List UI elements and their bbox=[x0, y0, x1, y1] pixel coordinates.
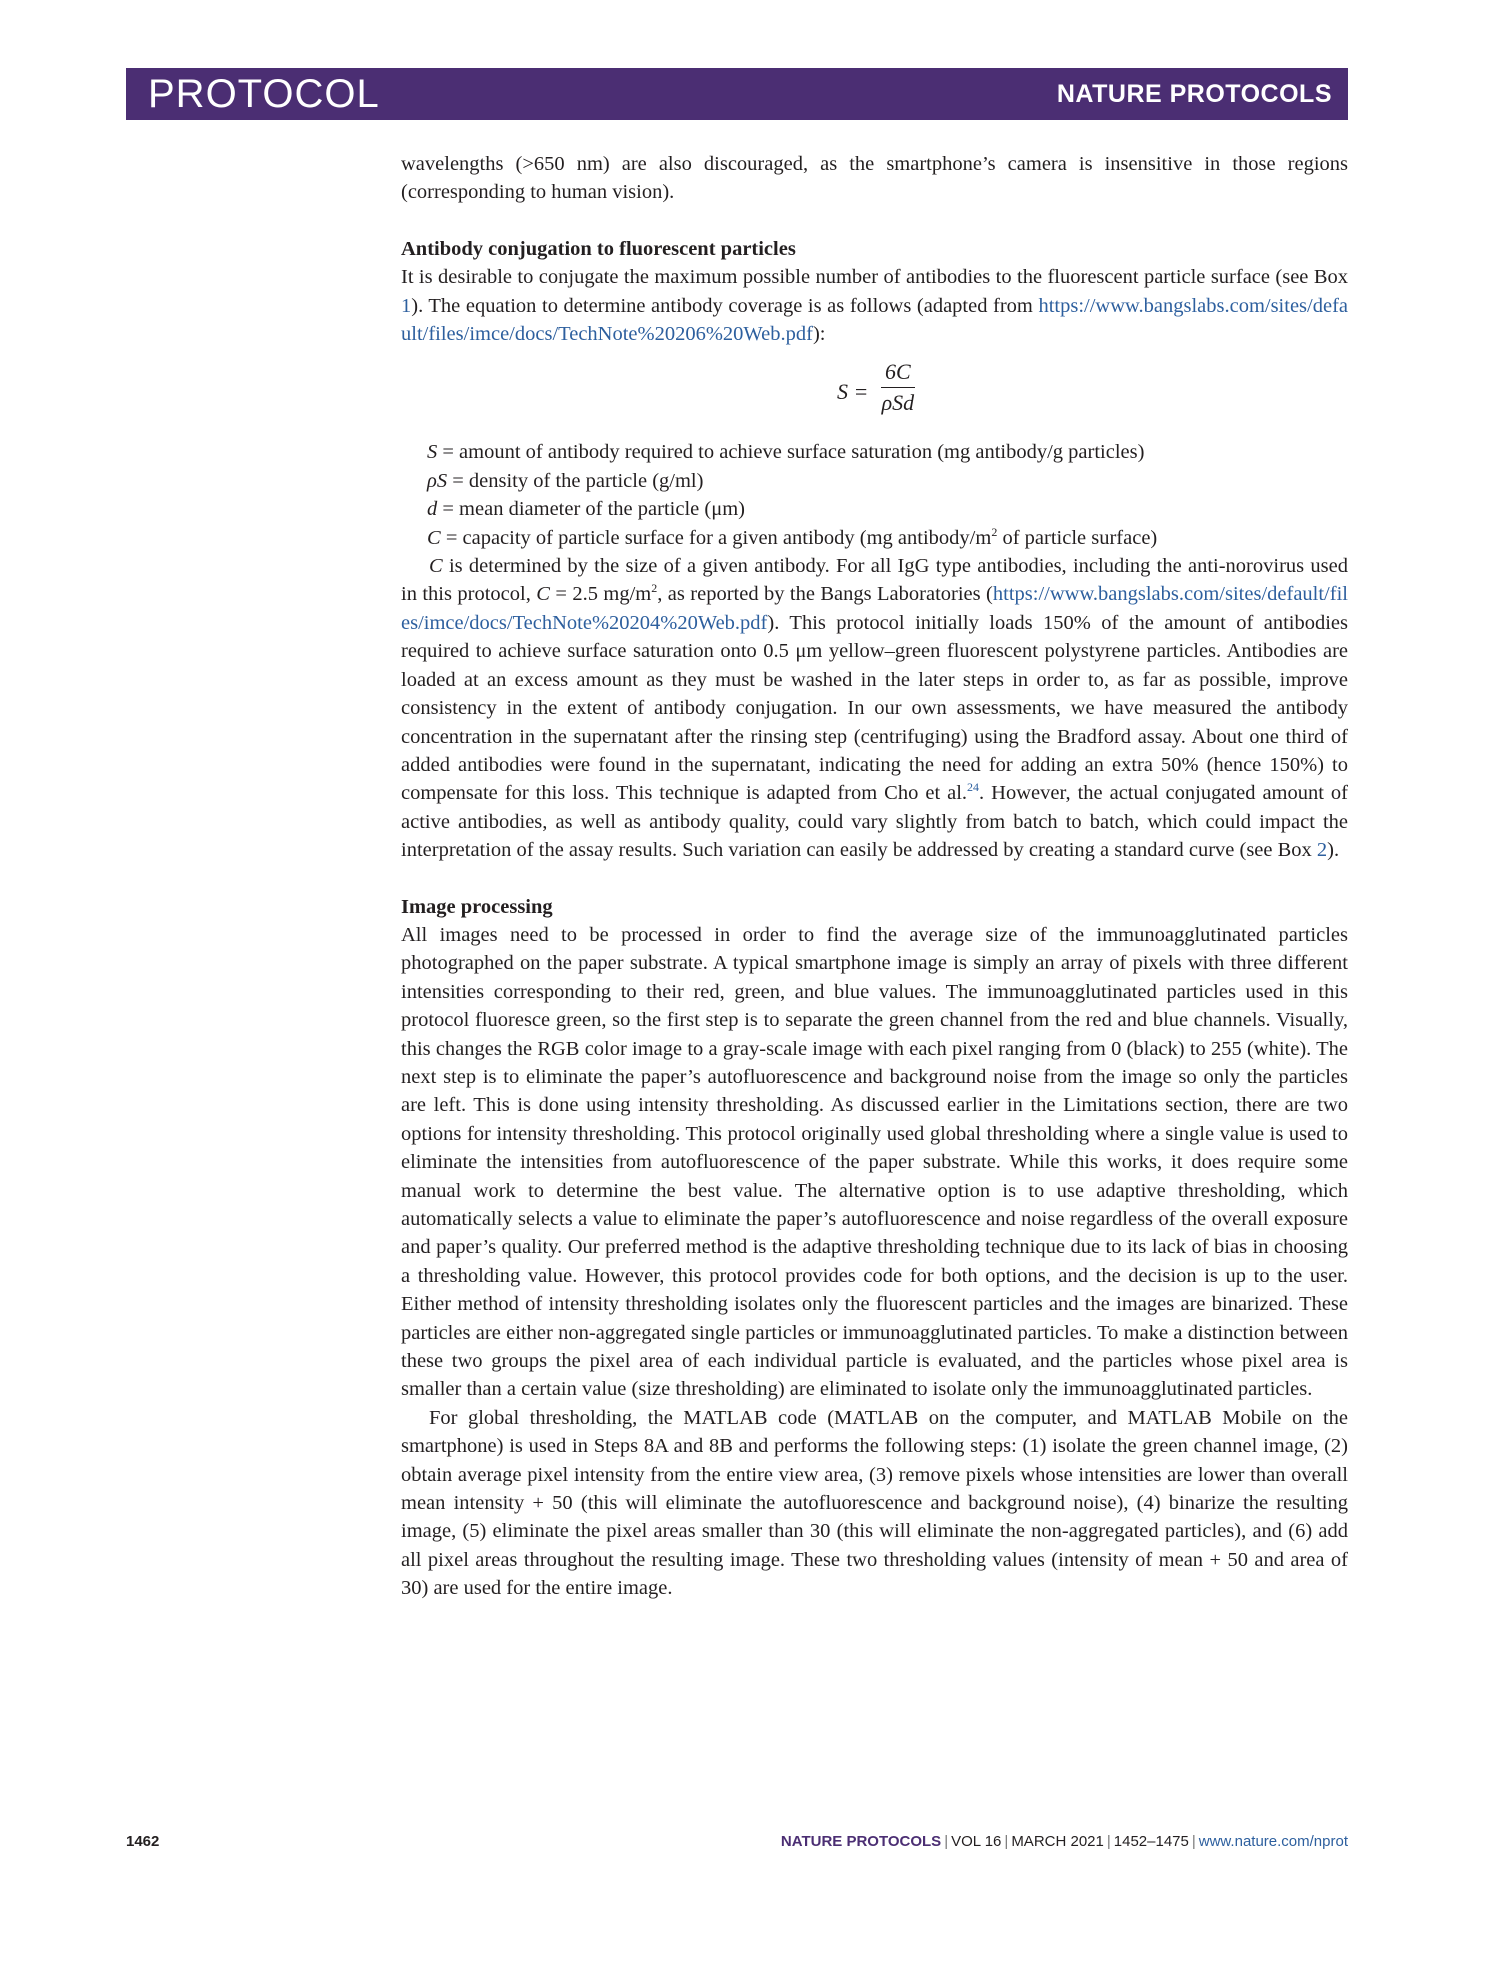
equation-denominator: ρSd bbox=[881, 390, 915, 416]
equation-lhs: S = bbox=[837, 379, 869, 405]
page-footer bbox=[126, 1833, 1348, 1857]
reference-24-link[interactable]: 24 bbox=[967, 780, 980, 795]
section-heading-image-processing: Image processing bbox=[401, 895, 553, 918]
box-1-link[interactable]: 1 bbox=[401, 294, 412, 317]
equation-fraction bbox=[881, 357, 915, 418]
footer-volume: VOL 16 bbox=[951, 1833, 1002, 1850]
footer-date: MARCH 2021 bbox=[1011, 1833, 1104, 1850]
antibody-paragraph-2: C is determined by the size of a given antibody. For all IgG type antibodies, including the anti-norovirus used in this protocol, C = 2.5 $mg/m^2$, as reported by the Bangs Laboratories (https://www.bangslabs.com/sites/default/files/imce/docs/TechNote%20204%20Web.pdf). This protocol initially loads 150% of the amount of antibodies required to achieve surface saturation onto 0.5 μm yellow–green fluorescent polystyrene particles. Antibodies are loaded at an excess amount as they must be washed in the later steps in order to, as far as possible, improve consistency in the extent of antibody conjugation. In our own assessments, we have measured the antibody concentration in the supernatant after the rinsing step (centrifuging) using the Bradford assay. About one third of added antibodies were found in the supernatant, indicating the need for adding an extra 50% (hence 150%) to compensate for this loss. This technique is adapted from Cho et al.$^{24}$. However, the actual conjugated amount of active antibodies, as well as antibody quality, could vary slightly from batch to batch, which could impact the interpretation of the assay results. Such variation can easily be addressed by creating a standard curve (see Box 2). bbox=[401, 555, 1348, 862]
definition-d: d = mean diameter of the particle (μm) bbox=[427, 498, 745, 521]
footer-url-link[interactable]: www.nature.com/nprot bbox=[1198, 1833, 1348, 1850]
definition-rho: ρS = density of the particle (g/ml) bbox=[427, 469, 704, 492]
image-processing-paragraph-2: For global thresholding, the MATLAB code (MATLAB on the computer, and MATLAB Mobile on the smartphone) is used in Steps 8A and 8B and performs the following steps: (1) isolate the green channel image, (2) obtain average pixel intensity from the entire view area, (3) remove pixels whose intensities are lower than overall mean intensity + 50 (this will eliminate the autofluorescence and background noise), (4) binarize the resulting image, (5) eliminate the pixel areas smaller than 30 (this will eliminate the non-aggregated particles), and (6) add all pixel areas throughout the resulting image. These two thresholding values (intensity of mean + 50 and area of 30) are used for the entire image. bbox=[401, 1406, 1348, 1600]
equation-numerator: 6C bbox=[881, 357, 915, 388]
technote-206-link[interactable]: https://www.bangslabs.com/sites/default/files/imce/docs/TechNote%20206%20Web.pdf bbox=[401, 294, 1348, 346]
definition-S: S = amount of antibody required to achieve surface saturation (mg antibody/g particles) bbox=[427, 441, 1145, 464]
image-processing-paragraph-1: All images need to be processed in order to find the average size of the immunoagglutinated particles photographed on the paper substrate. A typical smartphone image is simply an array of pixels with three different intensities corresponding to their red, green, and blue values. The immunoagglutinated particles used in this protocol fluoresce green, so the first step is to separate the green channel from the red and blue channels. Visually, this changes the RGB color image to a gray-scale image with each pixel ranging from 0 (black) to 255 (white). The next step is to eliminate the paper’s autofluorescence and background noise from the image so only the particles are left. This is done using intensity thresholding. As discussed earlier in the Limitations section, there are two options for intensity thresholding. This protocol originally used global thresholding where a single value is used to eliminate the intensities from autofluorescence of the paper substrate. While this works, it does require some manual work to determine the best value. The alternative option is to use adaptive thresholding, which automatically selects a value to eliminate the paper’s autofluorescence and noise regardless of the overall exposure and paper’s quality. Our preferred method is the adaptive thresholding technique due to its lack of bias in choosing a thresholding value. However, this protocol provides code for both options, and the decision is up to the user. Either method of intensity thresholding isolates only the fluorescent particles and the images are binarized. These particles are either non-aggregated single particles or immunoagglutinated particles. To make a distinction between these two groups the pixel area of each individual particle is evaluated, and the particles whose pixel area is smaller than a certain value (size thresholding) are eliminated to isolate only the immunoagglutinated particles. bbox=[401, 923, 1348, 1401]
coverage-equation bbox=[401, 348, 1348, 438]
footer-pages: 1452–1475 bbox=[1113, 1833, 1189, 1850]
variable-definitions bbox=[401, 438, 1348, 552]
page-number: 1462 bbox=[126, 1833, 160, 1850]
citation-line: NATURE PROTOCOLS | VOL 16 | MARCH 2021 | 1452–1475 | www.nature.com/nprot bbox=[780, 1833, 1348, 1850]
technote-204-link[interactable]: https://www.bangslabs.com/sites/default/files/imce/docs/TechNote%20204%20Web.pdf bbox=[401, 583, 1348, 634]
section-heading-antibody: Antibody conjugation to fluorescent particles bbox=[401, 237, 796, 260]
section-label: PROTOCOL bbox=[148, 72, 380, 116]
journal-name: NATURE PROTOCOLS bbox=[1056, 80, 1332, 108]
antibody-paragraph-1: It is desirable to conjugate the maximum possible number of antibodies to the fluorescent particle surface (see Box 1). The equation to determine antibody coverage is as follows (adapted from https://www.bangslabs.com/sites/default/files/imce/docs/TechNote%20206%20Web.pdf): bbox=[401, 266, 1348, 346]
main-column bbox=[401, 150, 1348, 1603]
box-2-link[interactable]: 2 bbox=[1316, 839, 1328, 862]
footer-journal: NATURE PROTOCOLS bbox=[780, 1833, 942, 1850]
definition-C: C = capacity of particle surface for a given antibody (mg antibody/$m^2$ of particle surface) bbox=[427, 524, 1158, 549]
header-banner bbox=[126, 68, 1348, 120]
intro-paragraph: wavelengths (>650 nm) are also discouraged, as the smartphone’s camera is insensitive in those regions (corresponding to human vision). bbox=[401, 153, 1348, 204]
